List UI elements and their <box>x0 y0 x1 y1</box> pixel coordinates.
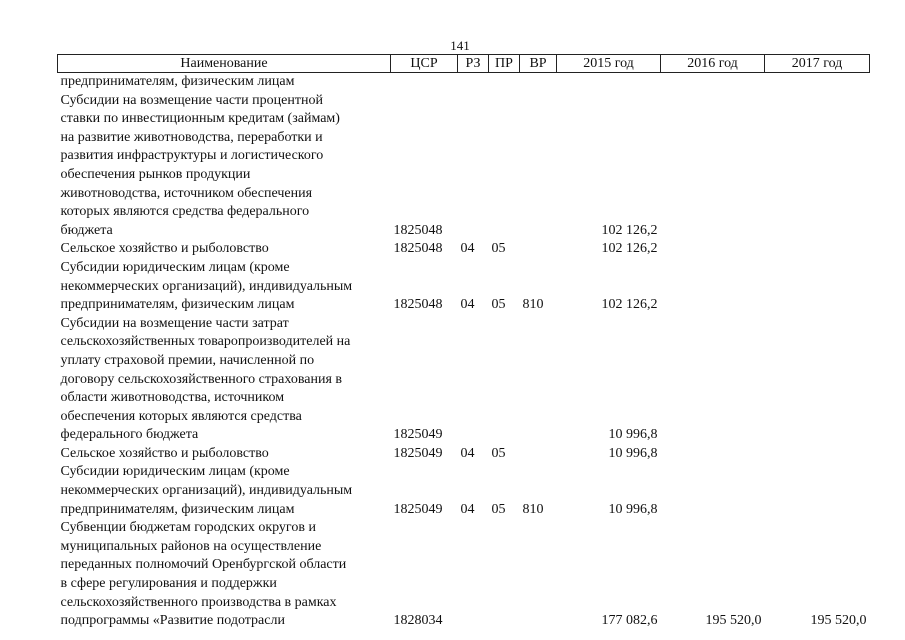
cell-vr <box>520 519 557 631</box>
table-row <box>58 240 870 259</box>
cell-pr <box>489 92 520 241</box>
cell-2016: 195 520,0 <box>705 613 762 629</box>
cell-name <box>58 463 391 519</box>
col-header-2015: 2015 год <box>557 55 661 73</box>
table-row <box>58 315 870 445</box>
name-line: муниципальных районов на осуществление <box>60 538 322 554</box>
col-header-2017: 2017 год <box>765 55 870 73</box>
table-header <box>58 55 870 73</box>
cell-csr: 1825048 <box>393 241 443 257</box>
name-line: Сельское хозяйство и рыболовство <box>60 445 269 461</box>
name-line: Субсидии юридическим лицам (кроме <box>60 464 290 480</box>
name-line: предпринимателям, физическим лицам <box>60 74 295 89</box>
cell-pr <box>489 315 520 445</box>
cell-name <box>58 240 391 259</box>
cell-2017 <box>765 240 870 259</box>
cell-2016 <box>661 73 765 92</box>
cell-2017: 195 520,0 <box>810 613 867 629</box>
table-row <box>58 519 870 631</box>
name-line: сельскохозяйственных товаропроизводителей на <box>60 334 351 350</box>
col-header-vr: ВР <box>520 55 557 73</box>
cell-name <box>58 73 391 92</box>
cell-2015: 177 082,6 <box>601 613 658 629</box>
name-line: некоммерческих организаций), индивидуальным <box>60 483 353 499</box>
name-line: переданных полномочий Оренбургской области <box>60 557 347 573</box>
cell-pr <box>489 73 520 92</box>
cell-2015: 10 996,8 <box>608 427 658 443</box>
name-line: бюджета <box>60 222 113 238</box>
cell-2015: 10 996,8 <box>608 501 658 517</box>
cell-2017 <box>765 92 870 241</box>
name-line: Субвенции бюджетам городских округов и <box>60 520 316 536</box>
cell-2015: 102 126,2 <box>601 222 658 238</box>
cell-rz: 04 <box>460 501 475 517</box>
cell-2016 <box>661 259 765 315</box>
table-row <box>58 73 870 92</box>
page-number: 141 <box>450 38 470 53</box>
name-line: предпринимателям, физическим лицам <box>60 297 295 313</box>
name-line: сельскохозяйственного производства в рамках <box>60 594 337 610</box>
cell-csr <box>391 73 458 92</box>
cell-2016 <box>661 463 765 519</box>
cell-vr <box>520 315 557 445</box>
cell-vr: 810 <box>522 501 544 517</box>
cell-rz: 04 <box>460 241 475 257</box>
cell-2016 <box>661 315 765 445</box>
cell-2015: 10 996,8 <box>608 445 658 461</box>
name-line: предпринимателям, физическим лицам <box>60 501 295 517</box>
cell-name <box>58 445 391 464</box>
table-row <box>58 463 870 519</box>
budget-table <box>57 54 870 631</box>
name-line: на развитие животноводства, переработки и <box>60 129 323 145</box>
name-line: договору сельскохозяйственного страхования в <box>60 371 343 387</box>
cell-name <box>58 315 391 445</box>
table-row <box>58 92 870 241</box>
cell-csr: 1825049 <box>393 427 443 443</box>
cell-csr: 1825048 <box>393 297 443 313</box>
cell-name <box>58 259 391 315</box>
name-line: некоммерческих организаций), индивидуальным <box>60 278 353 294</box>
cell-2016 <box>661 445 765 464</box>
name-line: подпрограммы «Развитие подотрасли <box>60 613 285 629</box>
name-line: Субсидии на возмещение части процентной <box>60 92 323 108</box>
name-line: Сельское хозяйство и рыболовство <box>60 241 269 257</box>
cell-rz: 04 <box>460 445 475 461</box>
cell-2016 <box>661 240 765 259</box>
col-header-rz: РЗ <box>458 55 489 73</box>
col-header-csr: ЦСР <box>391 55 458 73</box>
name-line: обеспечения которых являются средства <box>60 408 302 424</box>
cell-pr: 05 <box>491 297 506 313</box>
cell-vr <box>520 73 557 92</box>
cell-name <box>58 519 391 631</box>
name-line: развития инфраструктуры и логистического <box>60 148 324 164</box>
cell-vr <box>520 240 557 259</box>
cell-csr: 1825049 <box>393 501 443 517</box>
table-body <box>58 73 870 631</box>
cell-rz <box>458 519 489 631</box>
name-line: которых являются средства федерального <box>60 204 310 220</box>
cell-csr: 1825048 <box>393 222 443 238</box>
cell-name <box>58 92 391 241</box>
cell-2017 <box>765 463 870 519</box>
cell-rz: 04 <box>460 297 475 313</box>
cell-vr <box>520 445 557 464</box>
name-line: уплату страховой премии, начисленной по <box>60 352 315 368</box>
cell-pr: 05 <box>491 445 506 461</box>
cell-2017 <box>765 445 870 464</box>
col-header-name: Наименование <box>58 55 391 73</box>
cell-2017 <box>765 315 870 445</box>
name-line: области животноводства, источником <box>60 390 285 406</box>
name-line: в сфере регулирования и поддержки <box>60 576 277 592</box>
name-line: ставки по инвестиционным кредитам (займам) <box>60 111 340 127</box>
cell-csr: 1828034 <box>393 613 443 629</box>
col-header-pr: ПР <box>489 55 520 73</box>
cell-2015 <box>557 73 661 92</box>
cell-pr: 05 <box>491 241 506 257</box>
name-line: федерального бюджета <box>60 427 199 443</box>
col-header-2016: 2016 год <box>661 55 765 73</box>
cell-2016 <box>661 92 765 241</box>
cell-2017 <box>765 73 870 92</box>
cell-rz <box>458 73 489 92</box>
table-row <box>58 259 870 315</box>
name-line: Субсидии юридическим лицам (кроме <box>60 259 290 275</box>
cell-2017 <box>765 259 870 315</box>
cell-pr <box>489 519 520 631</box>
cell-pr: 05 <box>491 501 506 517</box>
name-line: Субсидии на возмещение части затрат <box>60 315 289 331</box>
name-line: животноводства, источником обеспечения <box>60 185 313 201</box>
cell-rz <box>458 92 489 241</box>
cell-2015: 102 126,2 <box>601 241 658 257</box>
cell-csr: 1825049 <box>393 445 443 461</box>
cell-2015: 102 126,2 <box>601 297 658 313</box>
name-line: обеспечения рынков продукции <box>60 166 251 182</box>
cell-vr: 810 <box>522 297 544 313</box>
table-row <box>58 445 870 464</box>
cell-vr <box>520 92 557 241</box>
cell-rz <box>458 315 489 445</box>
